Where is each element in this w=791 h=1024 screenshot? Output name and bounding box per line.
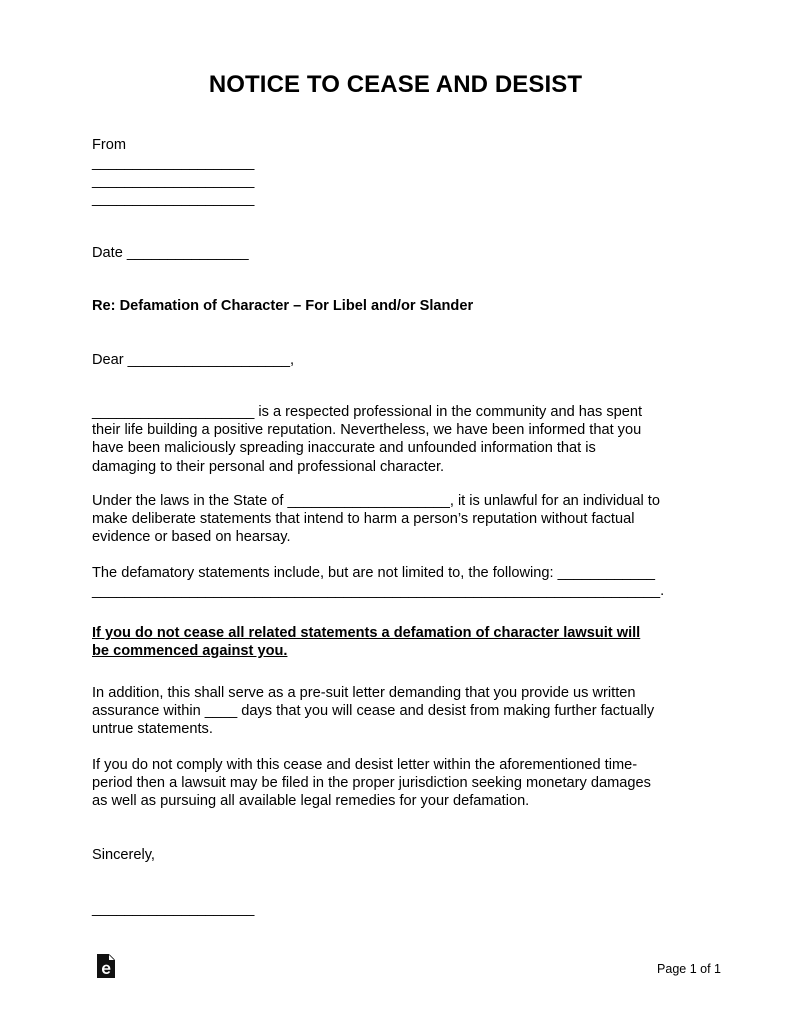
- paragraph-line: Under the laws in the State of ____________________, it is unlawful for an individual to: [92, 493, 660, 509]
- subject-line: Re: Defamation of Character – For Libel and/or Slander: [92, 298, 474, 314]
- paragraph-pre-suit: [92, 684, 704, 739]
- warning-line: be commenced against you.: [92, 643, 288, 660]
- paragraph-line: have been maliciously spreading inaccurate and unfounded information that is: [92, 440, 596, 457]
- page-number: Page 1 of 1: [657, 962, 721, 976]
- paragraph-line: make deliberate statements that intend to harm a person’s reputation without factual: [92, 511, 635, 528]
- paragraph-compliance: [92, 756, 704, 811]
- eforms-logo-icon: [96, 953, 116, 979]
- paragraph-line: In addition, this shall serve as a pre-suit letter demanding that you provide us written: [92, 685, 636, 701]
- paragraph-line: as well as pursuing all available legal remedies for your defamation.: [92, 793, 530, 810]
- signature-line: ____________________: [92, 901, 255, 917]
- lawsuit-warning: [92, 624, 704, 660]
- greeting: Dear ____________________,: [92, 352, 295, 368]
- paragraph-line: evidence or based on hearsay.: [92, 529, 291, 546]
- paragraph-line: ______________________________________________________________________.: [92, 583, 665, 600]
- paragraph-line: assurance within ____ days that you will cease and desist from making further factually: [92, 703, 655, 720]
- paragraph-line: untrue statements.: [92, 721, 213, 738]
- eforms-logo-graphic: [96, 953, 116, 979]
- paragraph-line: their life building a positive reputation. Nevertheless, we have been informed that you: [92, 422, 642, 439]
- paragraph-state-law: [92, 492, 704, 547]
- date-field: Date _______________: [92, 245, 249, 261]
- closing: Sincerely,: [92, 847, 155, 863]
- from-blank-line-3: ____________________: [92, 191, 255, 207]
- paragraph-reputation: [92, 403, 704, 476]
- document-title: NOTICE TO CEASE AND DESIST: [208, 71, 583, 98]
- from-blank-line-2: ____________________: [92, 173, 255, 189]
- paragraph-statements: [92, 564, 704, 600]
- from-blank-line-1: ____________________: [92, 155, 255, 171]
- paragraph-line: If you do not comply with this cease and desist letter within the aforementioned time-: [92, 757, 638, 773]
- paragraph-line: period then a lawsuit may be filed in the proper jurisdiction seeking monetary damages: [92, 775, 651, 792]
- paragraph-line: damaging to their personal and professional character.: [92, 458, 445, 475]
- warning-line: If you do not cease all related statements a defamation of character lawsuit will: [92, 625, 641, 641]
- from-label: From: [92, 137, 127, 153]
- paragraph-line: The defamatory statements include, but are not limited to, the following: ____________: [92, 565, 656, 581]
- paragraph-line: ____________________ is a respected professional in the community and has spent: [92, 404, 643, 420]
